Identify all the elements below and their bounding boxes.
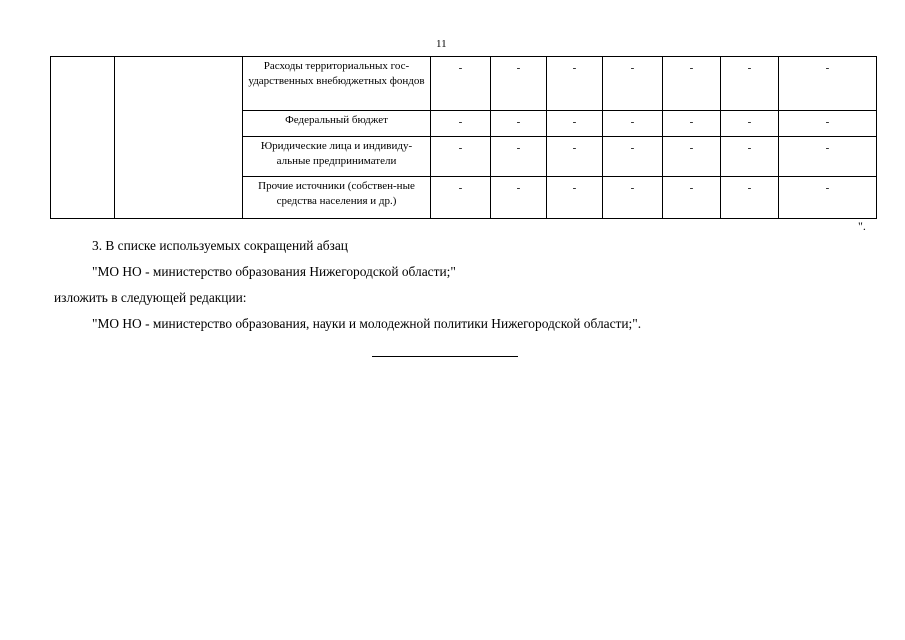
value-cell: - — [663, 111, 721, 137]
value-cell: - — [547, 57, 603, 111]
funding-source-cell: Юридические лица и индивиду-альные предприниматели — [243, 137, 431, 177]
value-cell: - — [431, 137, 491, 177]
value-cell: - — [663, 177, 721, 219]
value-cell: - — [779, 111, 877, 137]
funding-source-cell: Расходы территориальных гос-ударственных внебюджетных фондов — [243, 57, 431, 111]
old-wording-paragraph: "МО НО - министерство образования Нижегородской области;" — [92, 264, 456, 279]
funding-sources-table — [50, 56, 877, 219]
value-cell: - — [547, 111, 603, 137]
value-cell: - — [721, 57, 779, 111]
value-cell: - — [663, 57, 721, 111]
value-cell: - — [663, 137, 721, 177]
value-cell: - — [603, 111, 663, 137]
value-cell: - — [779, 137, 877, 177]
value-cell: - — [603, 137, 663, 177]
value-cell: - — [721, 111, 779, 137]
merged-empty-cell — [115, 57, 243, 219]
value-cell: - — [431, 57, 491, 111]
instruction-paragraph: изложить в следующей редакции: — [54, 290, 247, 305]
value-cell: - — [779, 57, 877, 111]
amendment-paragraph: 3. В списке используемых сокращений абзац — [92, 238, 348, 253]
closing-quote: ". — [858, 219, 866, 233]
value-cell: - — [721, 177, 779, 219]
value-cell: - — [491, 57, 547, 111]
value-cell: - — [779, 177, 877, 219]
value-cell: - — [547, 137, 603, 177]
value-cell: - — [491, 137, 547, 177]
end-divider — [372, 356, 518, 357]
value-cell: - — [431, 111, 491, 137]
value-cell: - — [491, 111, 547, 137]
value-cell: - — [603, 57, 663, 111]
value-cell: - — [603, 177, 663, 219]
page-number: 11 — [436, 38, 447, 50]
value-cell: - — [547, 177, 603, 219]
value-cell: - — [431, 177, 491, 219]
funding-source-cell: Федеральный бюджет — [243, 111, 431, 137]
funding-source-cell: Прочие источники (собствен-ные средства населения и др.) — [243, 177, 431, 219]
table-row — [51, 57, 877, 111]
value-cell: - — [721, 137, 779, 177]
new-wording-paragraph: "МО НО - министерство образования, науки и молодежной политики Нижегородской области;". — [92, 316, 642, 331]
value-cell: - — [491, 177, 547, 219]
merged-empty-cell — [51, 57, 115, 219]
